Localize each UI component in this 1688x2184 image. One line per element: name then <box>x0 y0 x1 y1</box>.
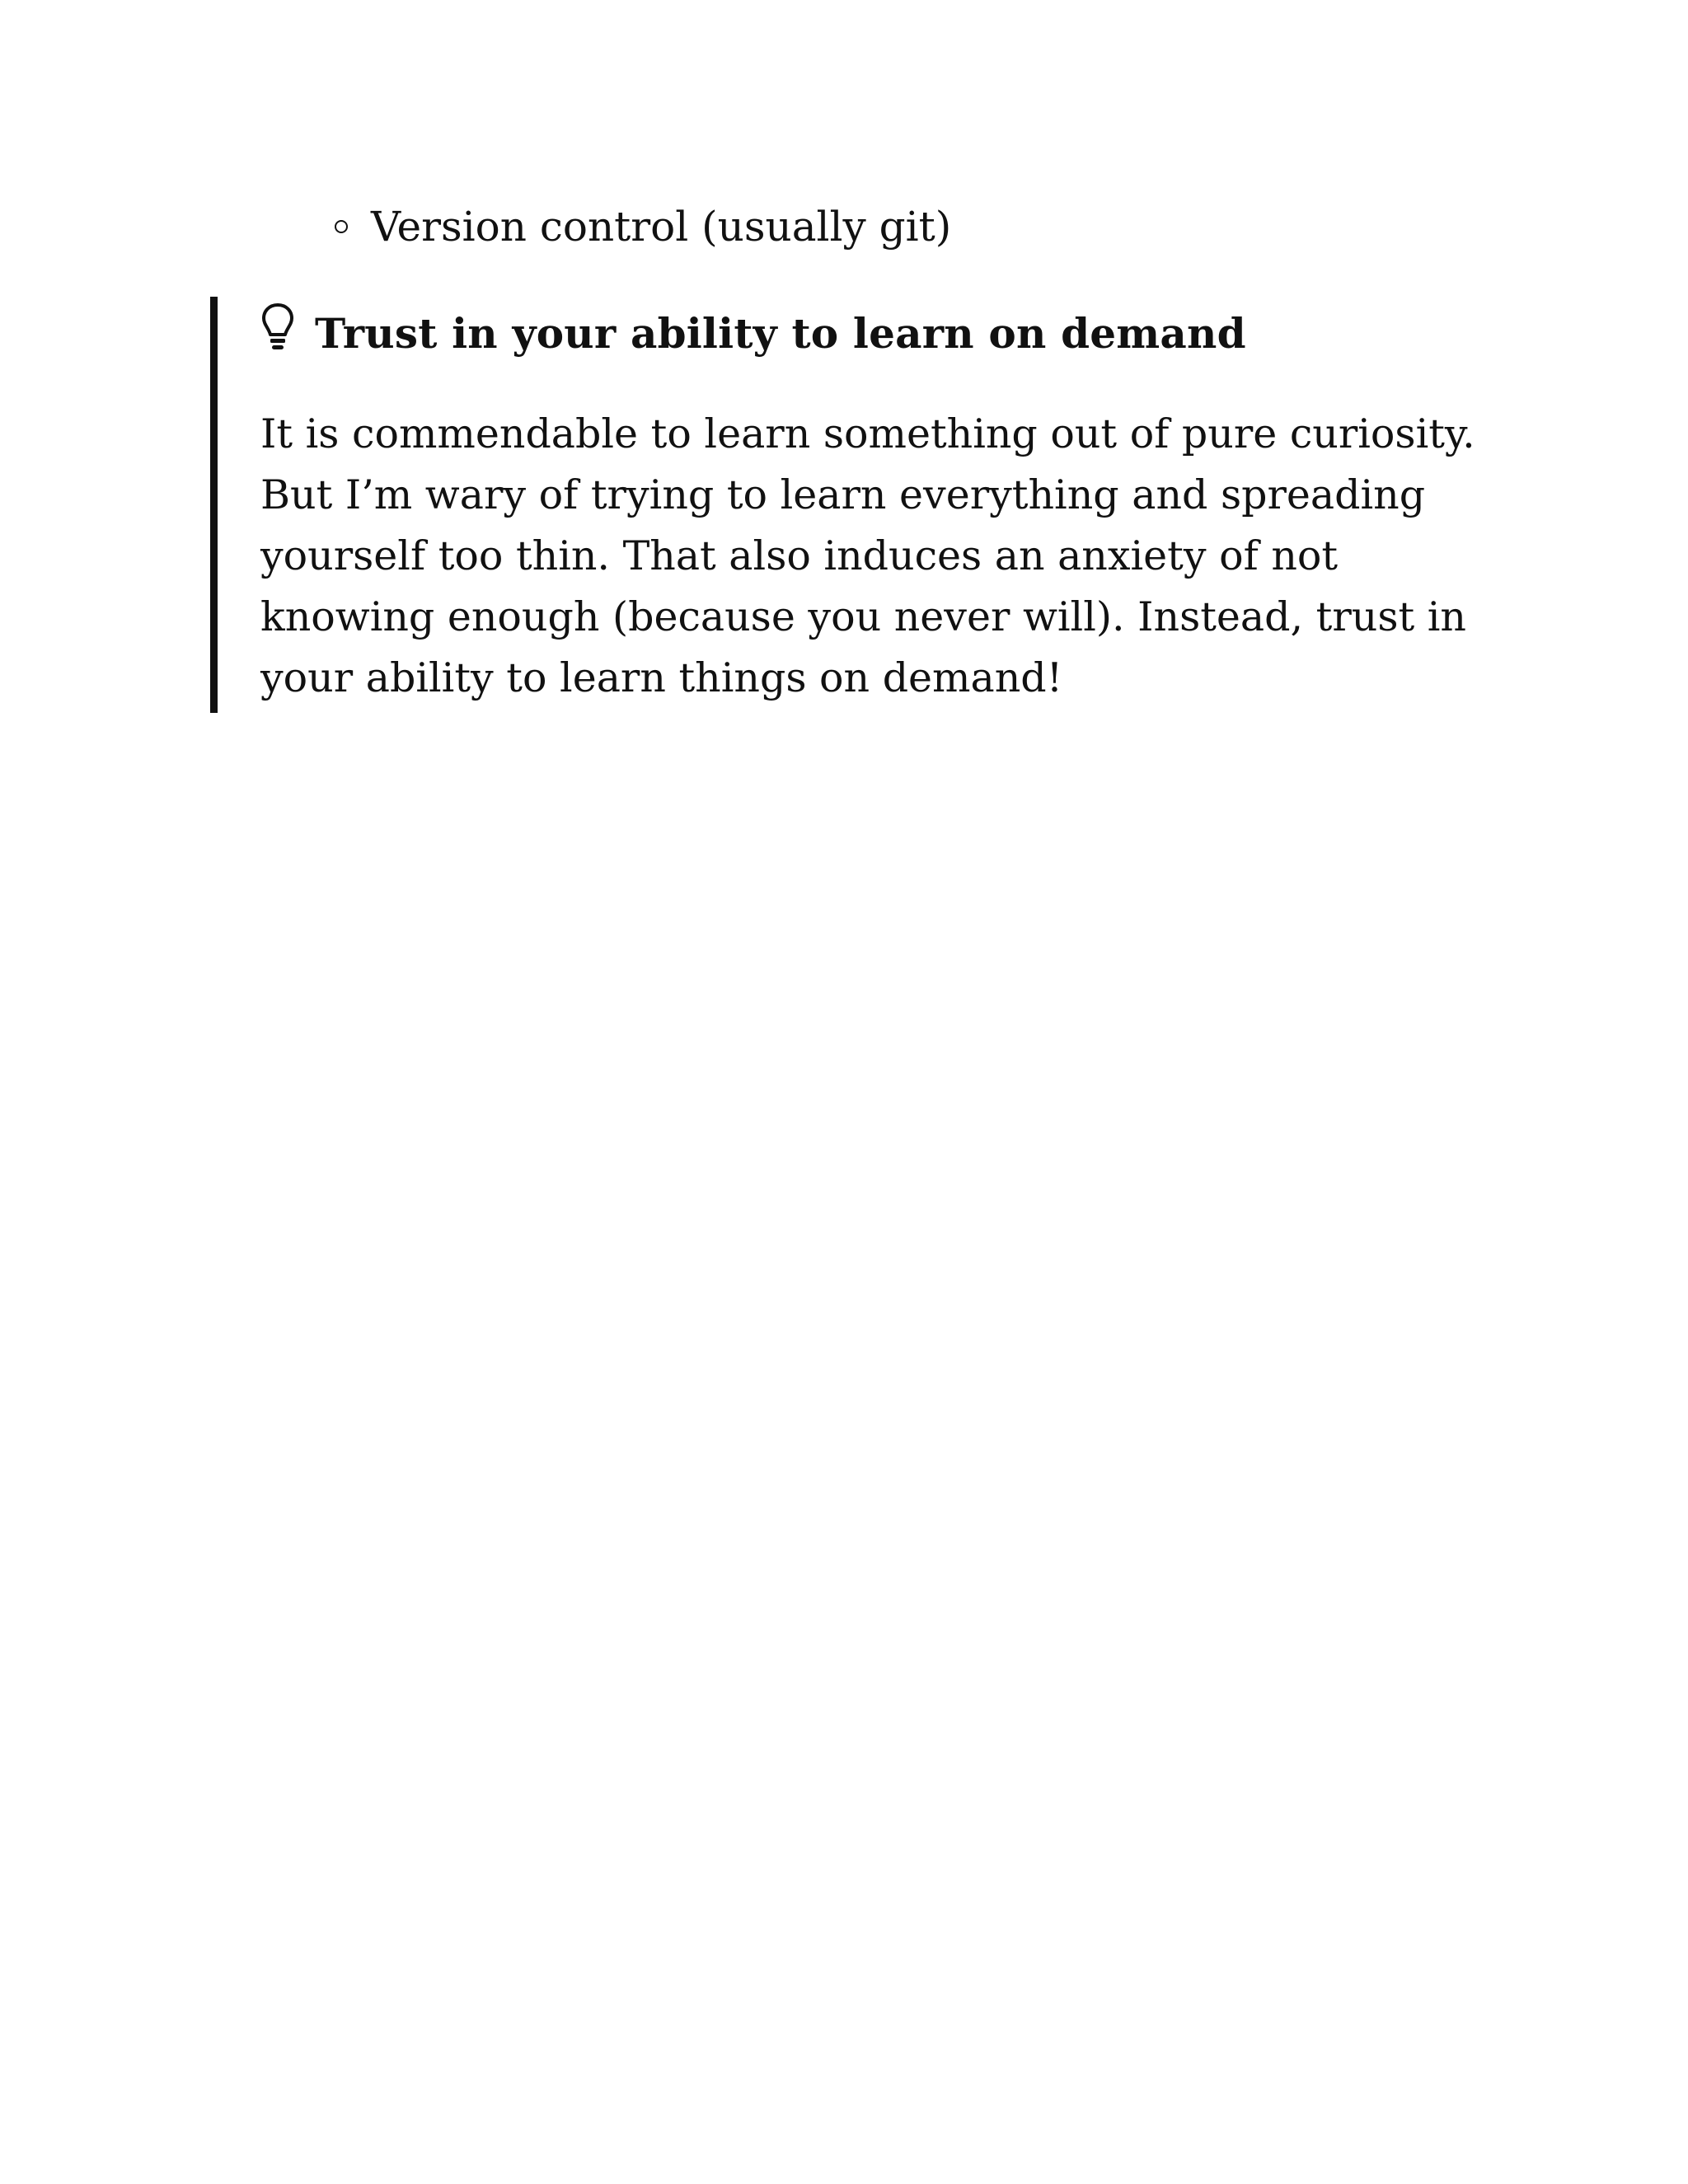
callout-body: It is commendable to learn something out of pure curiosity. But I’m wary of trying to learn everything and spreading yourself too thin. That also induces an anxiety of not knowing enough (because you never will). Instead, trust in your ability to learn things on demand! <box>260 410 1475 701</box>
callout-title: Trust in your ability to learn on demand <box>315 309 1246 358</box>
lightbulb-icon <box>260 302 295 353</box>
tip-callout <box>210 297 1479 713</box>
callout-header <box>260 297 1246 371</box>
sub-bullet-list <box>330 194 951 260</box>
hollow-bullet-icon <box>335 220 348 233</box>
list-item-text: Version control (usually git) <box>371 203 952 251</box>
list-item <box>330 194 951 260</box>
